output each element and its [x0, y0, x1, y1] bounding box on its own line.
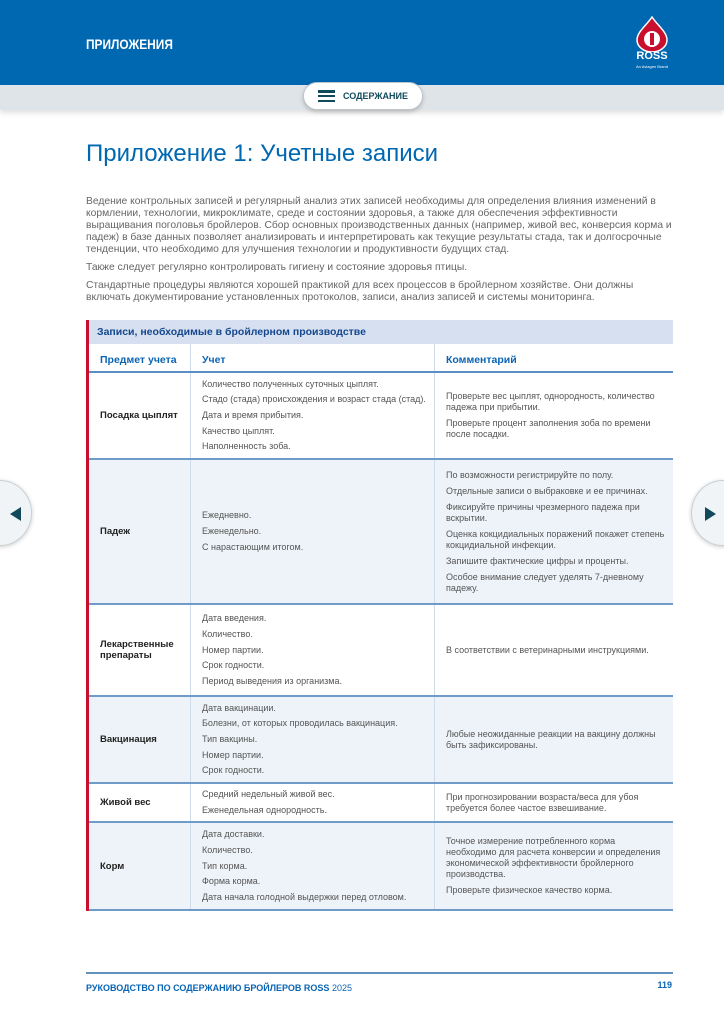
toc-button[interactable]	[303, 82, 423, 110]
row-records	[190, 697, 434, 782]
record-item: Тип вакцины.	[202, 734, 258, 744]
record-item: Номер партии.	[202, 644, 264, 655]
record-item: Наполненность зоба.	[202, 441, 291, 452]
table-row	[89, 373, 673, 460]
row-subject: Посадка цыплят	[100, 410, 178, 421]
arrow-left-icon	[10, 507, 21, 521]
comment-item: Любые неожиданные реакции на вакцину должны быть зафиксированы.	[446, 728, 656, 750]
comment-item: Проверьте вес цыплят, однородность, количество падежа при прибытии.	[446, 391, 655, 412]
row-records	[190, 460, 434, 603]
table-body	[89, 373, 673, 911]
record-item: Дата доставки.	[202, 829, 265, 840]
toc-label: СОДЕРЖАНИЕ	[342, 91, 409, 101]
row-comments	[434, 784, 673, 821]
table-row	[89, 605, 673, 697]
intro-paragraph: Также следует регулярно контролировать гигиену и состояние здоровья птицы.	[86, 262, 468, 273]
record-item: Количество.	[202, 628, 253, 639]
record-item: Средний недельный живой вес.	[202, 789, 335, 800]
row-comments	[434, 373, 673, 458]
intro-text	[86, 196, 676, 310]
comment-item: Оценка кокцидиальных поражений покажет степень кокцидиальной инфекции.	[446, 528, 665, 550]
header-subject: Предмет учета	[100, 354, 177, 366]
row-records	[190, 373, 434, 458]
section-title: ПРИЛОЖЕНИЯ	[86, 36, 173, 52]
row-records	[190, 784, 434, 821]
logo-text: ROSS	[636, 50, 668, 62]
next-page-button[interactable]	[691, 480, 724, 546]
header-comment: Комментарий	[434, 344, 673, 371]
record-item: Количество полученных суточных цыплят.	[202, 378, 379, 389]
header-bar	[0, 0, 724, 85]
record-item: С нарастающим итогом.	[202, 541, 304, 552]
comment-item: В соответствии с ветеринарными инструкциями.	[446, 644, 649, 655]
row-subject: Падеж	[100, 526, 131, 537]
row-records	[190, 823, 434, 909]
record-item: Срок годности.	[202, 660, 265, 671]
footer-divider	[86, 972, 673, 974]
record-item: Дата и время прибытия.	[202, 410, 304, 420]
table-row	[89, 784, 673, 823]
footer-title-text: РУКОВОДСТВО ПО СОДЕРЖАНИЮ БРОЙЛЕРОВ ROSS	[86, 983, 330, 993]
row-subject: Живой вес	[100, 797, 151, 808]
record-item: Болезни, от которых проводилась вакцинация.	[202, 718, 398, 729]
ross-logo	[632, 16, 672, 76]
row-comments	[434, 823, 673, 909]
row-comments	[434, 460, 673, 603]
table-caption: Записи, необходимые в бройлерном производстве	[89, 320, 673, 344]
comment-item: Отдельные записи о выбраковке и ее причинах.	[446, 485, 648, 496]
comment-item: Особое внимание следует уделять 7-дневному падежу.	[446, 571, 644, 593]
comment-item: Проверьте физическое качество корма.	[446, 885, 613, 895]
footer-year: 2025	[331, 983, 352, 993]
record-item: Еженедельно.	[202, 526, 262, 536]
table-row	[89, 460, 673, 605]
prev-page-button[interactable]	[0, 480, 32, 546]
record-item: Дата начала голодной выдержки перед отловом.	[202, 891, 407, 902]
row-subject: Корм	[100, 860, 125, 872]
comment-item: При прогнозировании возраста/веса для убоя требуется более частое взвешивание.	[446, 791, 639, 813]
records-table	[86, 320, 673, 911]
record-item: Количество.	[202, 844, 253, 855]
logo-subtitle: An Aviagen Brand	[636, 64, 668, 69]
record-item: Форма корма.	[202, 876, 261, 887]
comment-item: Фиксируйте причины чрезмерного падежа при вскрытии.	[446, 501, 640, 523]
header-records: Учет	[190, 344, 434, 371]
record-item: Стадо (стада) происхождения и возраст стада (стад).	[202, 394, 426, 405]
comment-item: Точное измерение потребленного корма необходимо для расчета конверсии и определения экономической эффективности бройлерного производства.	[446, 836, 661, 879]
table-row	[89, 697, 673, 784]
record-item: Период выведения из организма.	[202, 675, 343, 686]
table-row	[89, 823, 673, 911]
record-item: Тип корма.	[202, 860, 248, 871]
intro-paragraph: Стандартные процедуры являются хорошей практикой для всех процессов в бройлерном хозяйстве. Они должны включать документирование установленных протоколов, записи, анализ записей и системы мониторинга.	[86, 280, 634, 303]
record-item: Качество цыплят.	[202, 425, 275, 436]
row-records	[190, 605, 434, 695]
intro-paragraph: Ведение контрольных записей и регулярный анализ этих записей необходимы для определения влияния изменений в кормлении, технологии, микроклимате, среде и состоянии здоровья, а также для обеспечения эффективности выращивания поголовья бройлеров. Сбор основных производственных данных (например, живой вес, конверсия корма и падеж) в базе данных позволяет анализировать и интерпретировать как текущие результаты стада, так и долгосрочные тенденции, что необходимо для улучшения технологии и продуктивности будущих стад.	[86, 196, 672, 255]
comment-item: По возможности регистрируйте по полу.	[446, 469, 614, 480]
row-comments	[434, 697, 673, 782]
page-number: 119	[657, 980, 672, 990]
row-comments	[434, 605, 673, 695]
record-item: Дата вакцинации.	[202, 702, 276, 713]
arrow-right-icon	[705, 507, 716, 521]
record-item: Срок годности.	[202, 765, 265, 776]
comment-item: Запишите фактические цифры и проценты.	[446, 555, 629, 566]
record-item: Номер партии.	[202, 749, 264, 760]
table-header	[89, 344, 673, 373]
comment-item: Проверьте процент заполнения зоба по времени после посадки.	[446, 418, 651, 439]
record-item: Еженедельная однородность.	[202, 804, 327, 815]
record-item: Ежедневно.	[202, 510, 252, 521]
page-title: Приложение 1: Учетные записи	[86, 140, 439, 167]
row-subject: Лекарственные препараты	[100, 639, 174, 661]
footer-title	[86, 983, 352, 993]
record-item: Дата введения.	[202, 613, 267, 624]
drop-icon	[632, 16, 672, 52]
row-subject: Вакцинация	[100, 734, 157, 745]
menu-icon	[318, 90, 335, 102]
